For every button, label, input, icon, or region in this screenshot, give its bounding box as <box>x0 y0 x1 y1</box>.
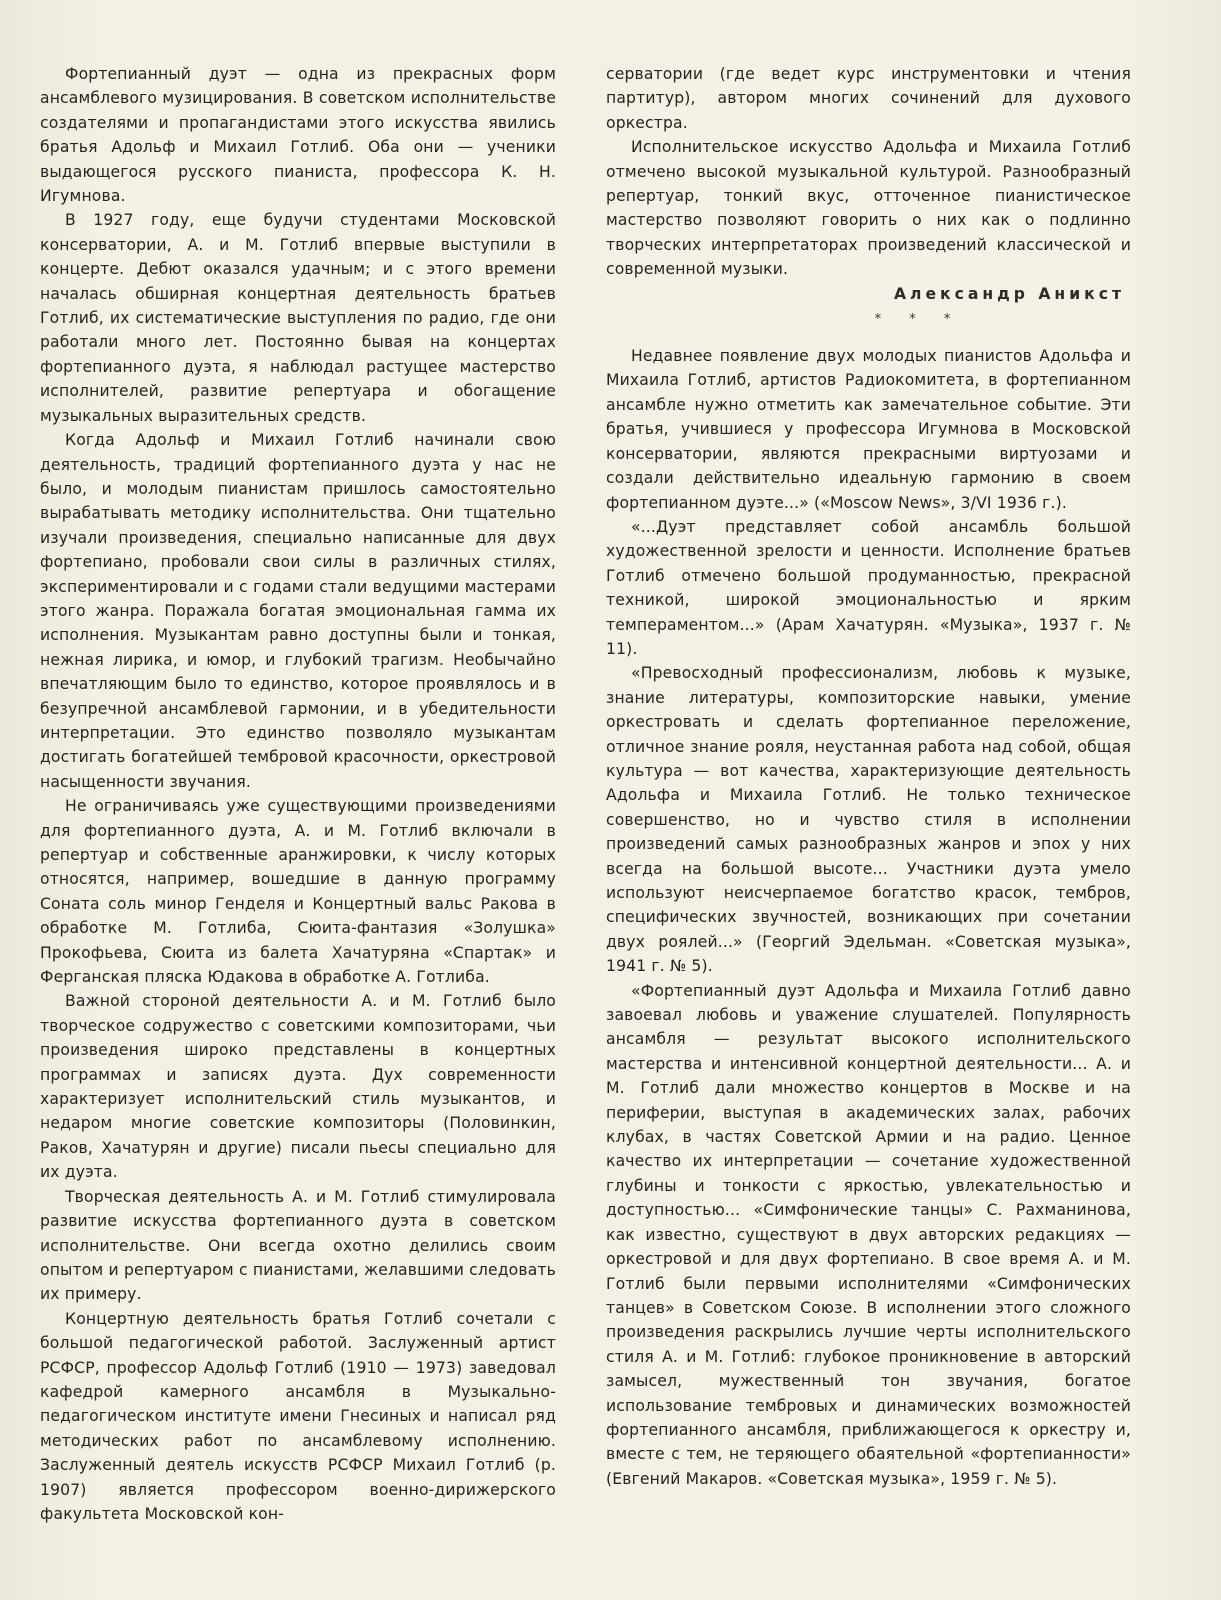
quote-paragraph: «...Дуэт представляет собой ансамбль большой художественной зрелости и ценности. Исполнение братьев Готлиб отмечено большой продуманностью, прекрасной техникой, широкой эмоциональностью и ярким темпераментом...» (Арам Хачатурян. «Музыка», 1937 г. № 11). <box>606 517 1131 658</box>
section-separator: * * * <box>874 312 963 328</box>
paragraph: Фортепианный дуэт — одна из прекрасных форм ансамблевого музицирования. В советском исполнительстве создателями и пропагандистами этого искусства явились братья Адольф и Михаил Готлиб. Оба они — ученики выдающегося русского пианиста, профессора К. Н. Игумнова. <box>40 65 556 206</box>
paragraph: Важной стороной деятельности А. и М. Готлиб было творческое содружество с советскими композиторами, чьи произведения широко представлены в концертных программах и записях дуэта. Дух современности характеризует исполнительский стиль музыкантов, и недаром многие советские композиторы (Половинкин, Раков, Хачатурян и другие) писали пьесы специально для их дуэта. <box>40 992 556 1182</box>
left-column <box>40 62 556 1526</box>
paragraph-continuation: серватории (где ведет курс инструментовки и чтения партитур), автором многих сочинений для духового оркестра. <box>606 65 1131 132</box>
paragraph: Не ограничиваясь уже существующими произведениями для фортепианного дуэта, А. и М. Готлиб включали в репертуар и собственные аранжировки, к числу которых относятся, например, вошедшие в данную программу Соната соль минор Генделя и Концертный вальс Ракова в обработке М. Готлиба, Сюита-фантазия «Золушка» Прокофьева, Сюита из балета Хачатуряна «Спартак» и Ферганская пляска Юдакова в обработке А. Готлиба. <box>40 797 556 987</box>
paragraph: Когда Адольф и Михаил Готлиб начинали свою деятельность, традиций фортепианного дуэта у нас не было, и молодым пианистам пришлось самостоятельно вырабатывать методику исполнительства. Они тщательно изучали произведения, специально написанные для двух фортепиано, пробовали свои силы в различных стилях, экспериментировали и с годами стали ведущими мастерами этого жанра. Поражала богатая эмоциональная гамма их исполнения. Музыкантам равно доступны были и тонкая, нежная лирика, и юмор, и глубокий трагизм. Необычайно впечатляющим было то единство, которое проявлялось и в безупречной ансамблевой гармонии, и в убедительности интерпретации. Это единство позволяло музыкантам достигать богатейшей тембровой красочности, оркестровой насыщенности звучания. <box>40 431 556 791</box>
paragraph: В 1927 году, еще будучи студентами Московской консерватории, А. и М. Готлиб впервые выступили в концерте. Дебют оказался удачным; и с этого времени началась обширная концертная деятельность братьев Готлиб, их систематические выступления по радио, где они работали много лет. Постоянно бывая на концертах фортепианного дуэта, я наблюдал растущее мастерство исполнителей, развитие репертуара и обогащение музыкальных выразительных средств. <box>40 211 556 425</box>
paragraph: Исполнительское искусство Адольфа и Михаила Готлиб отмечено высокой музыкальной культурой. Разнообразный репертуар, тонкий вкус, отточенное пианистическое мастерство позволяют говорить о них как о подлинно творческих интерпретаторах произведений классической и современной музыки. <box>606 138 1131 279</box>
author-signature: Александр Аникст <box>893 284 1125 303</box>
quote-paragraph: «Фортепианный дуэт Адольфа и Михаила Готлиб давно завоевал любовь и уважение слушателей. Популярность ансамбля — результат высокого исполнительского мастерства и интенсивной концертной деятельности... А. и М. Готлиб дали множество концертов в Москве и на периферии, выступая в академических залах, рабочих клубах, в частях Советской Армии и на радио. Ценное качество их интерпретации — сочетание художественной глубины и тонкости с яркостью, увлекательностью и доступностью... «Симфонические танцы» С. Рахманинова, как известно, существуют в двух авторских редакциях — оркестровой и для двух фортепиано. В свое время А. и М. Готлиб были первыми исполнителями «Симфонических танцев» в Советском Союзе. В исполнении этого сложного произведения раскрылись лучшие черты исполнительского стиля А. и М. Готлиб: глубокое проникновение в авторский замысел, мужественный тон звучания, богатое использование тембровых и динамических возможностей фортепианного ансамбля, приближающегося к оркестру и, вместе с тем, не теряющего обаятельной «фортепианности» (Евгений Макаров. «Советская музыка», 1959 г. № 5). <box>606 981 1131 1488</box>
quote-paragraph: Недавнее появление двух молодых пианистов Адольфа и Михаила Готлиб, артистов Радиокомитета, в фортепианном ансамбле нужно отметить как замечательное событие. Эти братья, учившиеся у профессора Игумнова в Московской консерватории, являются прекрасными виртуозами и создали действительно идеальную гармонию в своем фортепианном дуэте...» («Moscow News», 3/VI 1936 г.). <box>606 347 1131 512</box>
quote-paragraph: «Превосходный профессионализм, любовь к музыке, знание литературы, композиторские навыки, умение оркестровать и сделать фортепианное переложение, отличное знание рояля, неустанная работа над собой, общая культура — вот качества, характеризующие деятельность Адольфа и Михаила Готлиб. Не только техническое совершенство, но и чувство стиля в исполнении произведений самых разнообразных жанров и эпох у них всегда на большой высоте... Участники дуэта умело используют неисчерпаемое богатство красок, тембров, специфических звучностей, возникающих при сочетании двух роялей...» (Георгий Эдельман. «Советская музыка», 1941 г. № 5). <box>606 664 1131 976</box>
paragraph: Творческая деятельность А. и М. Готлиб стимулировала развитие искусства фортепианного дуэта в советском исполнительстве. Они всегда охотно делились своим опытом и репертуаром с пианистами, желавшими следовать их примеру. <box>40 1187 556 1304</box>
paragraph: Концертную деятельность братья Готлиб сочетали с большой педагогической работой. Заслуженный артист РСФСР, профессор Адольф Готлиб (1910 — 1973) заведовал кафедрой камерного ансамбля в Музыкально-педагогическом институте имени Гнесиных и написал ряд методических работ по ансамблевому исполнению. Заслуженный деятель искусств РСФСР Михаил Готлиб (р. 1907) является профессором военно-дирижерского факультета Московской кон- <box>40 1309 556 1523</box>
right-column <box>606 62 1131 1491</box>
